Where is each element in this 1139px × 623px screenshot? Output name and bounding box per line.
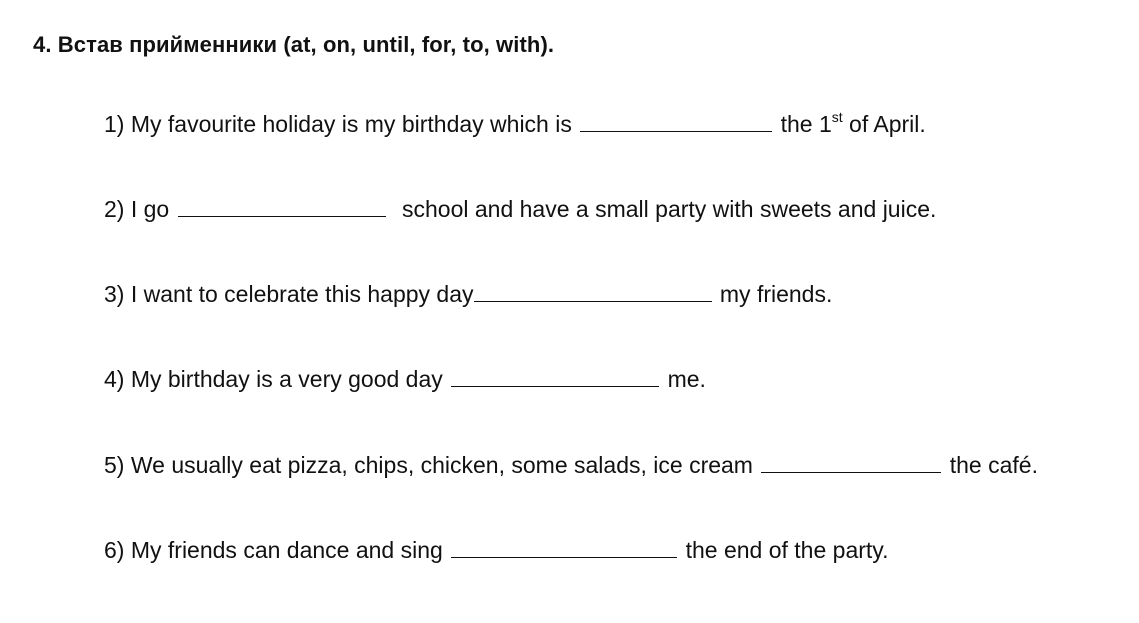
exercise-title: 4. Встав прийменники (at, on, until, for, to, with). <box>33 32 555 57</box>
answer-blank-2[interactable] <box>178 194 386 217</box>
answer-blank-3[interactable] <box>474 279 712 302</box>
sentence-4 <box>104 364 706 394</box>
sentence-text-before: We usually eat pizza, chips, chicken, some salads, ice cream <box>130 452 753 478</box>
sentence-text-before: I go <box>130 196 170 222</box>
sentence-number: 2) <box>104 196 125 222</box>
sentence-text-before: I want to celebrate this happy day <box>130 281 474 307</box>
sentence-text-after: me. <box>667 366 706 392</box>
sentence-number: 5) <box>104 452 125 478</box>
answer-blank-1[interactable] <box>580 109 772 132</box>
answer-blank-4[interactable] <box>451 364 659 387</box>
ordinal-suffix: st <box>831 109 843 126</box>
sentence-text-before: My birthday is a very good day <box>130 366 443 392</box>
sentence-number: 1) <box>104 111 125 137</box>
sentence-2 <box>104 194 936 224</box>
sentence-6 <box>104 535 888 565</box>
sentence-text-before: My favourite holiday is my birthday which is <box>130 111 572 137</box>
sentence-text-after: the end of the party. <box>685 537 889 563</box>
sentence-text-after: the café. <box>949 452 1038 478</box>
sentence-1 <box>104 109 926 139</box>
answer-blank-6[interactable] <box>451 535 677 558</box>
answer-blank-5[interactable] <box>761 450 941 473</box>
sentence-text-after: school and have a small party with sweets and juice. <box>402 196 937 222</box>
sentence-5 <box>104 450 1038 480</box>
sentence-number: 3) <box>104 281 125 307</box>
sentence-number: 6) <box>104 537 125 563</box>
sentence-3 <box>104 279 832 309</box>
sentence-text-after: the 1st of April. <box>780 109 926 137</box>
sentence-text-after: my friends. <box>719 281 833 307</box>
sentence-number: 4) <box>104 366 125 392</box>
sentence-text-before: My friends can dance and sing <box>130 537 443 563</box>
